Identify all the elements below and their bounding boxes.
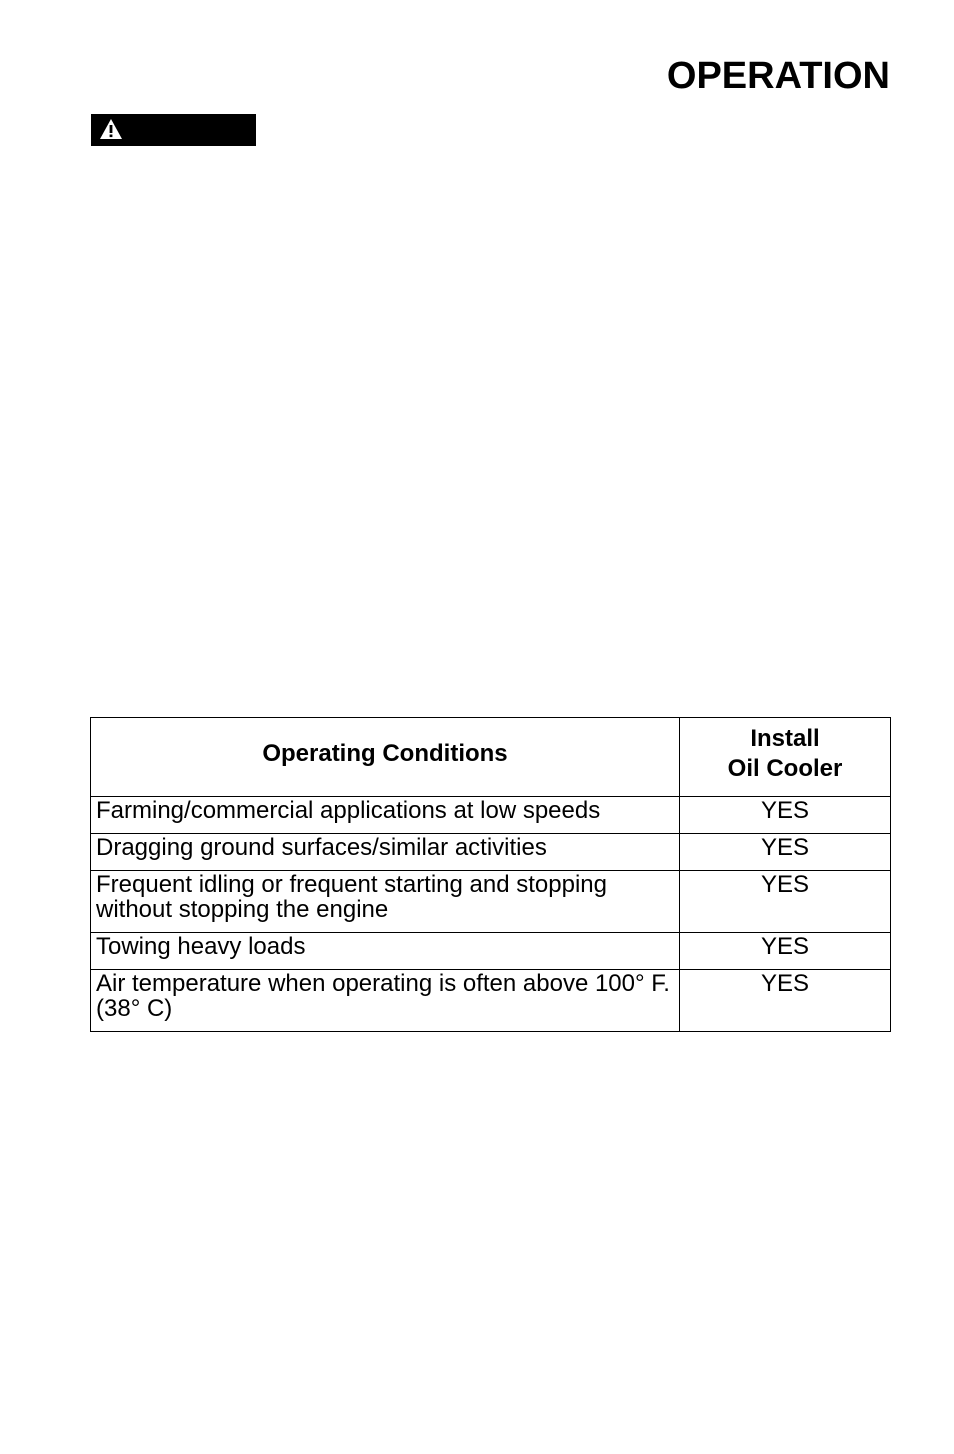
install-cell: YES	[680, 797, 891, 834]
table-row	[91, 970, 891, 1032]
condition-cell: Air temperature when operating is often above 100° F. (38° C)	[91, 970, 680, 1032]
header-install-oil-cooler	[680, 718, 891, 797]
header-operating-conditions: Operating Conditions	[91, 718, 680, 797]
install-cell: YES	[680, 834, 891, 871]
table-row	[91, 871, 891, 933]
warning-banner	[91, 114, 256, 146]
page-title: OPERATION	[666, 55, 890, 97]
condition-cell: Farming/commercial applications at low speeds	[91, 797, 680, 834]
table-row	[91, 797, 891, 834]
condition-cell: Towing heavy loads	[91, 933, 680, 970]
table-row	[91, 834, 891, 871]
condition-cell: Dragging ground surfaces/similar activities	[91, 834, 680, 871]
header-install-line2: Oil Cooler	[727, 755, 843, 782]
header-install-line1: Install	[750, 725, 820, 752]
warning-triangle-icon	[99, 118, 123, 140]
install-cell: YES	[680, 970, 891, 1032]
table-row	[91, 933, 891, 970]
condition-cell: Frequent idling or frequent starting and stopping without stopping the engine	[91, 871, 680, 933]
table-header-row	[91, 718, 891, 797]
oil-cooler-table	[90, 717, 891, 1032]
install-cell: YES	[680, 933, 891, 970]
install-cell: YES	[680, 871, 891, 933]
